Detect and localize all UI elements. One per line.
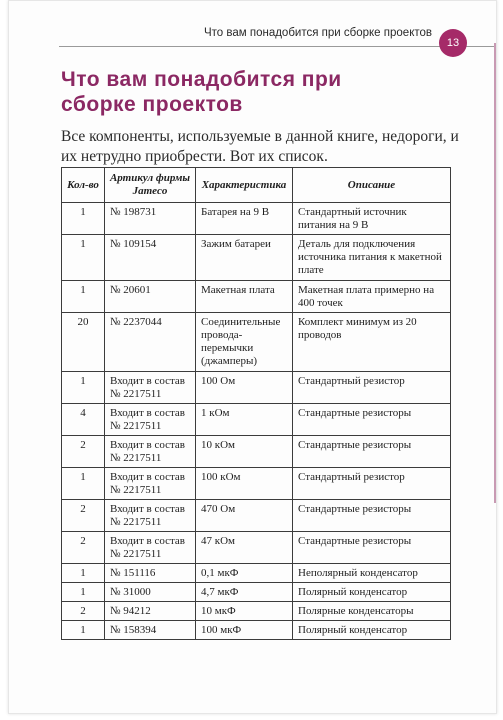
margin-accent-rule <box>494 43 496 503</box>
cell-spec: 0,1 мкФ <box>196 564 293 583</box>
cell-quantity: 1 <box>62 372 105 404</box>
cell-quantity: 1 <box>62 203 105 235</box>
cell-article: № 2237044 <box>105 313 196 372</box>
table-row <box>62 235 451 281</box>
cell-spec: 100 кОм <box>196 468 293 500</box>
cell-description: Стандартные резисторы <box>293 404 451 436</box>
table-row <box>62 583 451 602</box>
cell-article: № 158394 <box>105 621 196 640</box>
table-row <box>62 372 451 404</box>
cell-description: Стандартные резисторы <box>293 500 451 532</box>
cell-article: Входит в состав № 2217511 <box>105 532 196 564</box>
cell-description: Стандартные резисторы <box>293 436 451 468</box>
section-title <box>61 67 342 117</box>
running-head: Что вам понадобится при сборке проектов <box>203 27 432 39</box>
table-header-row <box>62 168 451 203</box>
table-row <box>62 404 451 436</box>
cell-description: Стандартные резисторы <box>293 532 451 564</box>
cell-article: № 151116 <box>105 564 196 583</box>
cell-description: Стандартный источник питания на 9 В <box>293 203 451 235</box>
cell-article: № 31000 <box>105 583 196 602</box>
cell-description: Комплект минимум из 20 проводов <box>293 313 451 372</box>
cell-spec: 4,7 мкФ <box>196 583 293 602</box>
cell-quantity: 20 <box>62 313 105 372</box>
cell-description: Деталь для подключения источника питания к макетной плате <box>293 235 451 281</box>
table-row <box>62 203 451 235</box>
cell-spec: 1 кОм <box>196 404 293 436</box>
page-number-badge: 13 <box>439 29 467 57</box>
cell-spec: 10 кОм <box>196 436 293 468</box>
cell-quantity: 1 <box>62 564 105 583</box>
cell-spec: Батарея на 9 В <box>196 203 293 235</box>
table-row <box>62 621 451 640</box>
table-row <box>62 564 451 583</box>
cell-quantity: 1 <box>62 621 105 640</box>
cell-article: № 198731 <box>105 203 196 235</box>
intro-paragraph: Все компоненты, используемые в данной книге, недороги, и их нетрудно приобрести. Вот их список. <box>61 128 459 165</box>
cell-article: Входит в состав № 2217511 <box>105 500 196 532</box>
cell-description: Полярные конденсаторы <box>293 602 451 621</box>
cell-article: Входит в состав № 2217511 <box>105 372 196 404</box>
cell-description: Неполярный конденсатор <box>293 564 451 583</box>
table-row <box>62 436 451 468</box>
cell-spec: Зажим батареи <box>196 235 293 281</box>
cell-quantity: 1 <box>62 583 105 602</box>
col-header-article: Артикул фирмы Jameco <box>105 168 196 203</box>
cell-quantity: 4 <box>62 404 105 436</box>
cell-quantity: 1 <box>62 235 105 281</box>
cell-spec: Соединительные провода-перемычки (джамперы) <box>196 313 293 372</box>
table-row <box>62 313 451 372</box>
parts-table-body <box>62 203 451 640</box>
page-header <box>59 1 496 47</box>
table-row <box>62 532 451 564</box>
cell-article: Входит в состав № 2217511 <box>105 404 196 436</box>
col-header-spec: Характеристика <box>196 168 293 203</box>
cell-quantity: 1 <box>62 468 105 500</box>
section-title-line: сборке проектов <box>61 93 243 116</box>
parts-table <box>61 167 451 640</box>
cell-quantity: 2 <box>62 500 105 532</box>
section-title-line: Что вам понадобится при <box>61 68 342 91</box>
cell-spec: 10 мкФ <box>196 602 293 621</box>
book-page <box>8 0 497 714</box>
cell-quantity: 2 <box>62 602 105 621</box>
table-row <box>62 281 451 313</box>
cell-description: Макетная плата примерно на 400 точек <box>293 281 451 313</box>
cell-description: Стандартный резистор <box>293 468 451 500</box>
cell-article: Входит в состав № 2217511 <box>105 468 196 500</box>
col-header-description: Описание <box>293 168 451 203</box>
table-row <box>62 602 451 621</box>
cell-spec: Макетная плата <box>196 281 293 313</box>
cell-spec: 470 Ом <box>196 500 293 532</box>
col-header-quantity: Кол-во <box>62 168 105 203</box>
cell-article: № 20601 <box>105 281 196 313</box>
cell-quantity: 2 <box>62 532 105 564</box>
cell-description: Полярный конденсатор <box>293 621 451 640</box>
cell-quantity: 1 <box>62 281 105 313</box>
cell-description: Стандартный резистор <box>293 372 451 404</box>
cell-spec: 47 кОм <box>196 532 293 564</box>
cell-article: Входит в состав № 2217511 <box>105 436 196 468</box>
cell-spec: 100 мкФ <box>196 621 293 640</box>
cell-quantity: 2 <box>62 436 105 468</box>
table-row <box>62 468 451 500</box>
table-row <box>62 500 451 532</box>
cell-article: № 109154 <box>105 235 196 281</box>
cell-article: № 94212 <box>105 602 196 621</box>
cell-spec: 100 Ом <box>196 372 293 404</box>
cell-description: Полярный конденсатор <box>293 583 451 602</box>
